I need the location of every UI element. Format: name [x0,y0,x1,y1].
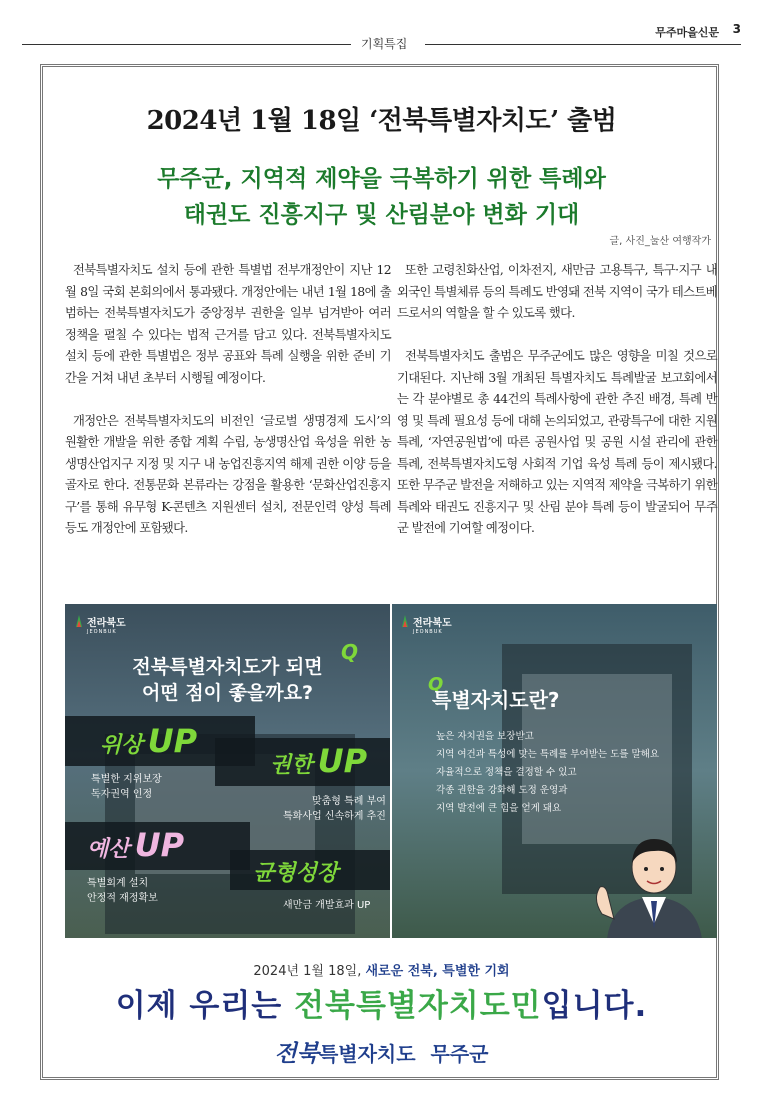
article-column-right [397,260,717,561]
article-credit: 글, 사진_눌산 여행작가 [609,236,711,247]
jeonbuk-logo-icon [400,614,410,628]
footer-logo-special: 특별자치도 [318,1042,416,1066]
section-label: 기획특집 [361,37,408,51]
jeonbuk-logo [413,614,452,635]
footer-logo-jeonbuk: 전북 [274,1041,319,1067]
item-label: 위상 [100,733,143,758]
article-subtitle-line2: 태권도 진흥지구 및 산림분야 변화 기대 [183,202,580,228]
footer-text-a: 이제 우리는 [115,988,295,1024]
banner-right-panel [392,604,717,938]
paragraph: 전북특별자치도 출범은 무주군에도 많은 영향을 미칠 것으로 기대된다. 지난해 3월 개최된 특별자치도 특례발굴 보고회에서는 각 분야별로 총 44건의 특례사항에 관한 추진 배경, 특례 반영 및 특례 필요성 등에 대해 논의되었고, 관광특구에 대한 지원 특례, ‘자연공원법’에 따른 공원사업 및 공원 시설 관리에 관한 특례, 전북특별자치도형 사회적 기업 육성 특례 등이 제시됐다. 또한 무주군 발전을 저해하고 있는 지역적 제약을 극복하기 위한 특례와 태권도 진흥지구 및 산림 분야 특례 등이 발굴되어 무주군 발전에 기여할 예정이다. [397,349,717,535]
footer-slogan-line1 [40,960,723,979]
banner-left-panel [65,604,390,938]
item-balance-title: 균형성장 [253,861,339,886]
item-up: UP [147,722,198,760]
item-up: UP [134,826,185,864]
item-status-desc [91,772,162,802]
item-authority-desc [283,794,386,824]
cartoon-man-illustration [592,829,717,938]
line: 지역 여건과 특성에 맞는 특례를 부여받는 도를 말해요 [436,749,660,760]
item-label: 권한 [270,753,313,778]
logo-subtext: JEONBUK [87,629,117,635]
item-up: UP [317,742,368,780]
banner-left-heading2: 어떤 점이 좋을까요? [141,682,314,704]
footer-slogan-line2 [40,980,723,1025]
logo-text: 전라북도 [87,618,126,629]
banner-right-lines [436,728,659,818]
footer-logo-muju: 무주군 [430,1042,489,1066]
desc-line: 특별회계 설치 [87,878,149,889]
promo-banner [65,604,717,938]
paragraph: 또한 고령친화산업, 이차전지, 새만금 고용특구, 특구·지구 내 외국인 특별체류 등의 특례도 반영돼 전북 지역이 국가 테스트베드로서의 역할을 할 수 있도록 했다. [397,263,717,320]
jeonbuk-logo [87,614,126,635]
footer-slogan: 새로운 전북, 특별한 기회 [365,964,510,979]
article-subtitle-line1: 무주군, 지역적 제약을 극복하기 위한 특례와 [157,166,606,192]
desc-line: 특화사업 신속하게 추진 [283,811,386,822]
item-authority-title [270,742,367,780]
article-column-left [65,260,391,561]
banner-left-heading1: 전북특별자치도가 되면 [132,656,323,678]
desc-line: 특별한 지위보장 [91,774,162,785]
line: 각종 권한을 강화해 도정 운영과 [436,785,568,796]
page-number: 3 [732,22,741,36]
banner-right-heading: 특별자치도란? [432,688,560,712]
logo-subtext: JEONBUK [413,629,443,635]
item-budget-title [87,826,184,864]
newspaper-brand: 무주마을신문 [655,26,719,39]
q-mark: Q [341,640,359,664]
footer-date: 2024년 1월 18일, [253,964,362,979]
item-status-title [100,722,197,760]
desc-line: 독자권역 인정 [91,789,153,800]
article-title: 2024년 1월 18일 ‘전북특별자치도’ 출범 [146,106,617,136]
paragraph: 개정안은 전북특별자치도의 비전인 ‘글로벌 생명경제 도시’의 원활한 개발을 위한 종합 계획 수립, 농생명산업 육성을 위한 농생명산업지구 지정 및 지구 내 농업진흥지역 해제 권한 이양 등을 골자로 한다. 전통문화 본류라는 강점을 활용한 ‘문화산업진흥지구’를 통해 유무형 K-콘텐츠 지원센터 설치, 전문인력 양성 특례 등도 개정안에 포함됐다. [65,413,391,535]
footer-text-c: 입니다. [541,988,648,1024]
header-rule-left [22,44,351,45]
footer-text-b: 전북특별자치도민 [294,988,542,1024]
logo-text: 전라북도 [413,618,452,629]
paragraph: 전북특별자치도 설치 등에 관한 특별법 전부개정안이 지난 12월 8일 국회 본회의에서 통과됐다. 개정안에는 내년 1월 18에 출범하는 전북특별자치도가 중앙정부 권한을 일부 넘겨받아 여러 정책을 펼칠 수 있다는 법적 근거를 담고 있다. 전북특별자치도 설치 등에 관한 특별법은 정부 공표와 특례 실행을 위한 준비 기간을 거쳐 내년 초부터 시행될 예정이다. [65,263,391,385]
item-balance-desc: 새만금 개발효과 UP [283,900,371,911]
desc-line: 맞춤형 특례 부여 [311,796,386,807]
line: 높은 자치권을 보장받고 [436,731,534,742]
item-label: 예산 [87,837,130,862]
line: 지역 발전에 큰 힘을 얻게 돼요 [436,803,562,814]
footer-logo-line [40,1035,723,1068]
q-mark: Q [428,674,444,695]
header-rule-right [425,44,741,45]
jeonbuk-logo-icon [74,614,84,628]
desc-line: 안정적 재정확보 [87,893,158,904]
item-budget-desc [87,876,158,906]
line: 자율적으로 정책을 결정할 수 있고 [436,767,577,778]
